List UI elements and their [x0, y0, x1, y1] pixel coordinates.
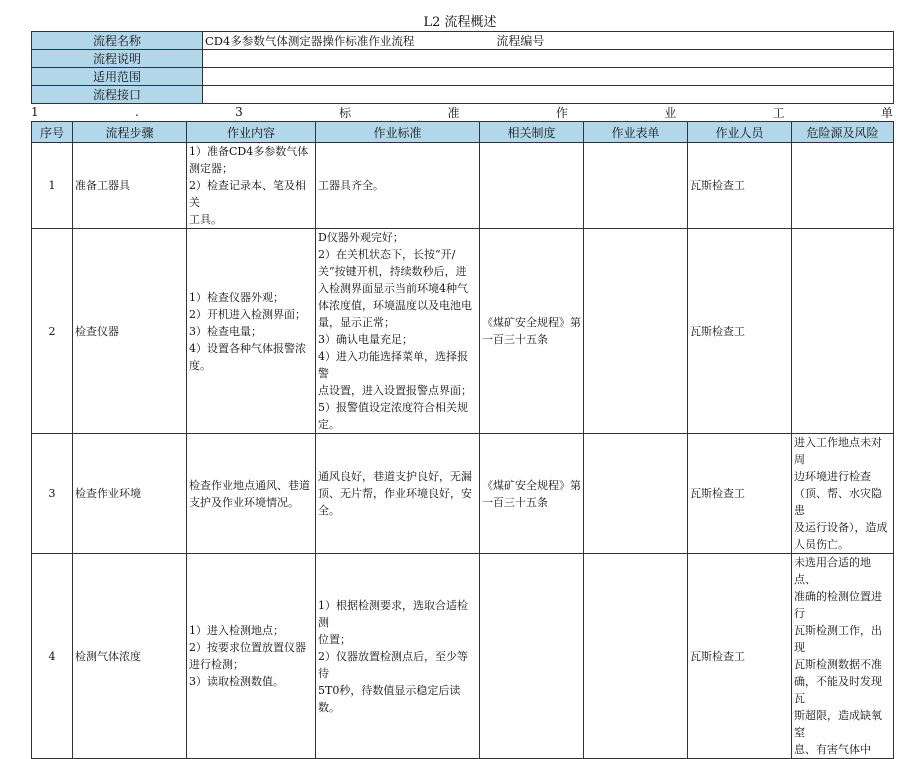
overview-value [203, 86, 894, 104]
content-line: 4）设置各种气体报警浓 [189, 341, 306, 355]
standard-line: 4）进入功能选择菜单，选择报警 [318, 350, 468, 380]
standard-line: 量，显示正常； [318, 316, 395, 329]
regulation-line: 一百三十五条 [482, 333, 548, 346]
standard-line: 2）在关机状态下，长按“开/ [318, 248, 456, 261]
row-step: 检查仪器 [73, 229, 187, 434]
overview-label: 流程接口 [32, 86, 203, 104]
overview-value [203, 32, 894, 50]
risk-line: 进入工作地点未对周 [794, 436, 882, 466]
row-staff: 瓦斯检查工 [688, 554, 792, 759]
row-number: 2 [32, 229, 73, 434]
section-heading-char: 准 [447, 105, 460, 120]
risk-line: 息、有害气体中 [794, 743, 871, 756]
overview-row-description [32, 50, 894, 68]
overview-label: 适用范围 [32, 68, 203, 86]
row-staff: 瓦斯检查工 [688, 434, 792, 554]
standard-line: 1）根据检测要求，选取合适检测 [318, 598, 468, 629]
risk-line: 准确的检测位置进行 [794, 590, 882, 620]
row-standard [316, 229, 480, 434]
row-form [584, 143, 688, 229]
risk-line: （顶、帮、水灾隐患 [794, 487, 882, 517]
content-line: 2）检查记录本、笔及相关 [189, 179, 306, 209]
content-line: 度。 [189, 358, 211, 372]
section-heading-char: 标 [339, 105, 352, 120]
content-line: 2）开机进入检测界面； [189, 307, 306, 321]
row-risk [792, 434, 894, 554]
overview-row-scope [32, 68, 894, 86]
standard-line: 5）报警值设定浓度符合相关规 [318, 401, 468, 414]
section-heading-char: 业 [664, 105, 677, 120]
content-line: 1）进入检测地点； [189, 624, 284, 637]
risk-line: 斯超限，造成缺氧窒 [794, 709, 882, 739]
content-line: 工具。 [189, 213, 222, 226]
row-number: 3 [32, 434, 73, 554]
section-heading-char: 单 [880, 105, 893, 120]
standard-line: 位置； [318, 632, 351, 646]
row-regulation [480, 143, 584, 229]
risk-line: 边环境进行检查 [794, 470, 871, 483]
row-regulation [480, 434, 584, 554]
standard-line: 定。 [318, 418, 340, 431]
row-form [584, 229, 688, 434]
overview-label: 流程说明 [32, 50, 203, 68]
column-header-form: 作业表单 [584, 122, 688, 143]
row-content [187, 143, 316, 229]
standard-line: 5T0秒，待数值显示稳定后读 [318, 683, 461, 697]
column-header-standard: 作业标准 [316, 122, 480, 143]
content-line: 1）准备CD4多参数气体 [189, 145, 309, 158]
standard-line: 3）确认电量充足； [318, 333, 413, 346]
regulation-line: 《煤矿安全规程》第 [482, 478, 581, 492]
section-heading [31, 103, 893, 121]
standard-line: 数。 [318, 700, 340, 714]
row-regulation [480, 554, 584, 759]
column-header-regulation: 相关制度 [480, 122, 584, 143]
section-heading-char: 工 [772, 105, 785, 120]
process-code-label: 流程编号 [496, 34, 545, 48]
column-header-step: 流程步骤 [73, 122, 187, 143]
regulation-line: 一百三十五条 [482, 495, 548, 509]
row-content [187, 554, 316, 759]
content-line: 1）检查仪器外观； [189, 290, 284, 304]
content-line: 测定器； [189, 162, 233, 175]
overview-label: 流程名称 [32, 32, 203, 50]
section-heading-char: 3 [235, 105, 243, 119]
row-step: 准备工器具 [73, 143, 187, 229]
standard-line: 2）仪器放置检测点后，至少等待 [318, 649, 468, 680]
risk-line: 瓦斯检测数据不准 [794, 658, 882, 671]
standard-line: 体浓度值，环境温度以及电池电 [318, 299, 472, 312]
standard-line: 通风良好，巷道支护良好，无漏 [318, 470, 472, 483]
risk-line: 及运行设备），造成 [794, 521, 888, 534]
row-form [584, 434, 688, 554]
row-content [187, 229, 316, 434]
content-line: 进行检测； [189, 658, 244, 671]
row-standard [316, 554, 480, 759]
section-heading-char: 作 [555, 105, 568, 120]
content-line: 支护及作业环境情况。 [189, 495, 299, 509]
risk-line: 确，不能及时发现瓦 [794, 675, 882, 705]
row-content [187, 434, 316, 554]
row-form [584, 554, 688, 759]
section-heading-char: 1 [31, 105, 39, 119]
content-line: 检查作业地点通风、巷道 [189, 478, 310, 492]
standard-work-list-table [31, 121, 894, 759]
row-number: 1 [32, 143, 73, 229]
overview-row-name [32, 32, 894, 50]
column-header-staff: 作业人员 [688, 122, 792, 143]
table-row [32, 229, 894, 434]
row-risk [792, 229, 894, 434]
overview-value [203, 50, 894, 68]
standard-line: 顶、无片帮，作业环境良好，安 [318, 487, 472, 500]
standard-line: 全。 [318, 504, 340, 517]
standard-line: 入检测界面显示当前环境4种气 [318, 282, 468, 295]
table-row [32, 434, 894, 554]
risk-line: 人员伤亡。 [794, 538, 849, 551]
standard-line: 工器具齐全。 [318, 179, 384, 192]
column-header-risk: 危险源及风险 [792, 122, 894, 143]
row-step: 检查作业环境 [73, 434, 187, 554]
column-header-content: 作业内容 [187, 122, 316, 143]
content-line: 3）读取检测数值。 [189, 675, 284, 688]
row-risk [792, 554, 894, 759]
content-line: 3）检查电量； [189, 324, 262, 338]
row-standard [316, 143, 480, 229]
process-name-value: CD4多参数气体测定器操作标准作业流程 [205, 34, 415, 48]
row-staff: 瓦斯检查工 [688, 229, 792, 434]
risk-line: 瓦斯检测工作，出现 [794, 624, 882, 654]
row-regulation [480, 229, 584, 434]
process-overview-table [31, 31, 894, 104]
section-heading-char: . [134, 105, 139, 119]
standard-line: D仪器外观完好； [318, 231, 404, 244]
column-header-no: 序号 [32, 122, 73, 143]
table-header-row [32, 122, 894, 143]
row-risk [792, 143, 894, 229]
table-row [32, 143, 894, 229]
row-standard [316, 434, 480, 554]
content-line: 2）按要求位置放置仪器 [189, 641, 306, 654]
standard-line: 点设置，进入设置报警点界面； [318, 384, 472, 397]
document-title: L2 流程概述 [423, 15, 497, 30]
row-staff: 瓦斯检查工 [688, 143, 792, 229]
table-row [32, 554, 894, 759]
row-step: 检测气体浓度 [73, 554, 187, 759]
overview-row-interface [32, 86, 894, 104]
regulation-line: 《煤矿安全规程》第 [482, 316, 581, 329]
row-number: 4 [32, 554, 73, 759]
standard-line: 关”按键开机，持续数秒后，进 [318, 265, 467, 278]
risk-line: 未选用合适的地点、 [794, 556, 871, 586]
overview-value [203, 68, 894, 86]
